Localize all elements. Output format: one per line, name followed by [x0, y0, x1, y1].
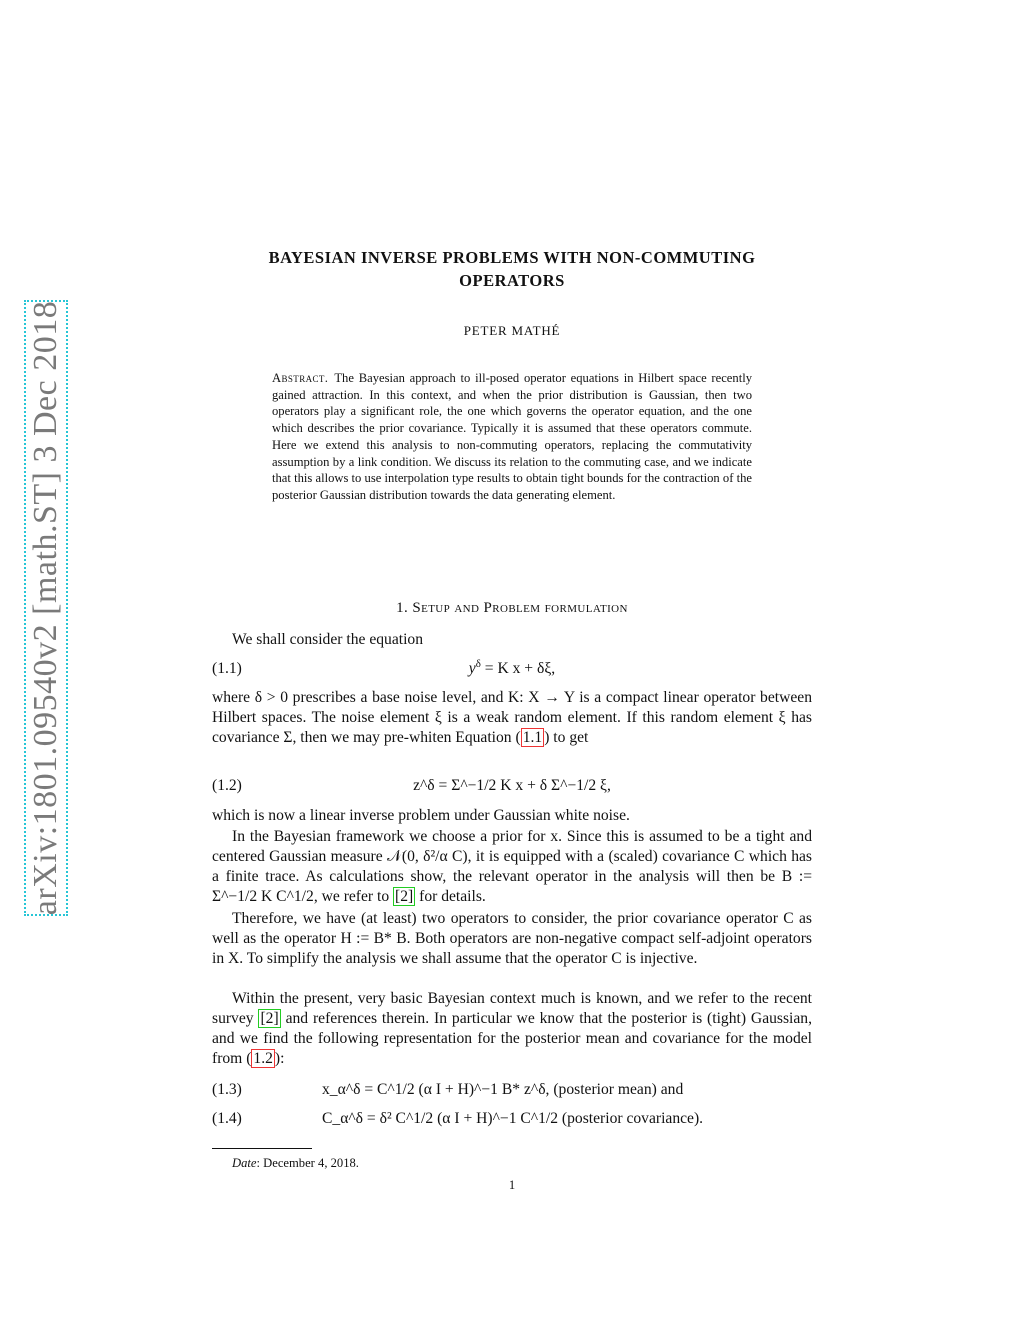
equation-text: z^δ = Σ^−1/2 K x + δ Σ^−1/2 ξ,	[413, 777, 611, 794]
abstract-label: Abstract.	[272, 371, 329, 385]
equation-link[interactable]: 1.1	[522, 729, 543, 746]
equation-number: (1.4)	[212, 1110, 242, 1127]
paragraph-1: We shall consider the equation	[232, 631, 424, 648]
paragraph-5: Therefore, we have (at least) two operators to consider, the prior covariance operator C as well as the operator H := B* B. Both operators are non-negative compact self-adjoint operators in X. To simplify the analysis we shall assume that the operator C is injective.	[212, 910, 812, 967]
page-number: 1	[508, 1178, 516, 1192]
paragraph-4: In the Bayesian framework we choose a prior for x. Since this is assumed to be a tight and centered Gaussian measure 𝒩(0, δ²/α C), it is equipped with a (scaled) covariance C which has a finite trace. As calculations show, the relevant operator in the analysis will then be B := Σ^−1/2 K C^1/2, we refer to [2] for details.	[212, 828, 812, 905]
paragraph-3: which is now a linear inverse problem under Gaussian white noise.	[212, 807, 630, 824]
paragraph-2: where δ > 0 prescribes a base noise level, and K: X → Y is a compact linear operator between Hilbert spaces. The noise element ξ is a weak random element. If this random element ξ has covariance Σ, then we may pre-whiten Equation ( 1.1 ) to get	[212, 689, 812, 746]
equation-text: x_α^δ = C^1/2 (α I + H)^−1 B* z^δ, (posterior mean) and	[322, 1081, 684, 1098]
citation-link[interactable]: [2]	[260, 1010, 279, 1027]
section-title: Setup and Problem formulation	[412, 600, 628, 616]
equation-1-4	[212, 1110, 812, 1132]
equation-number: (1.2)	[212, 777, 242, 794]
footnote-rule	[212, 1148, 312, 1149]
abstract-text: The Bayesian approach to ill-posed operator equations in Hilbert space recently gained attraction. In this context, and when the prior distribution is Gaussian, then two operators play a significant role, the one which governs the operator equation, and the one which describes the prior covariance. Typically it is assumed that these operators commute. Here we extend this analysis to non-commuting operators, replacing the commutativity assumption by a link condition. We discuss its relation to the commuting case, and we indicate that this allows to use interpolation type results to obtain tight bounds for the contraction of the posterior Gaussian distribution towards the data generating element.	[272, 371, 752, 502]
equation-text: = K x + δξ,	[480, 660, 556, 677]
citation-link[interactable]: [2]	[395, 888, 414, 905]
equation-link[interactable]: 1.2	[253, 1050, 273, 1067]
equation-text: C_α^δ = δ² C^1/2 (α I + H)^−1 C^1/2 (posterior covariance).	[322, 1110, 704, 1127]
footnote-text: : December 4, 2018.	[256, 1156, 359, 1170]
equation-number: (1.1)	[212, 660, 242, 677]
paper-title	[212, 246, 812, 292]
abstract	[272, 370, 752, 504]
equation-number: (1.3)	[212, 1081, 242, 1098]
title-line-2: OPERATORS	[459, 271, 565, 290]
equation-1-3	[212, 1081, 812, 1103]
arxiv-identifier[interactable]: arXiv:1801.09540v2 [math.ST] 3 Dec 2018	[27, 300, 64, 916]
arxiv-sidebar	[24, 300, 68, 916]
section-number: 1.	[396, 600, 409, 616]
paragraph-6: Within the present, very basic Bayesian context much is known, and we refer to the recent survey [2] and references therein. In particular we know that the posterior is (tight) Gaussian, and we find the following representation for the posterior mean and covariance for the model from ( 1.2 ):	[212, 990, 812, 1067]
footnote	[232, 1156, 359, 1171]
author-name: PETER MATHÉ	[463, 323, 561, 338]
title-line-1: BAYESIAN INVERSE PROBLEMS WITH NON-COMMUTING	[268, 248, 756, 267]
section-heading	[212, 600, 812, 617]
equation-1-1: (1.1) $y^\delta = K$ x + δξ,	[212, 657, 556, 677]
footnote-label: Date	[232, 1156, 257, 1170]
equation-1-2	[212, 777, 812, 799]
